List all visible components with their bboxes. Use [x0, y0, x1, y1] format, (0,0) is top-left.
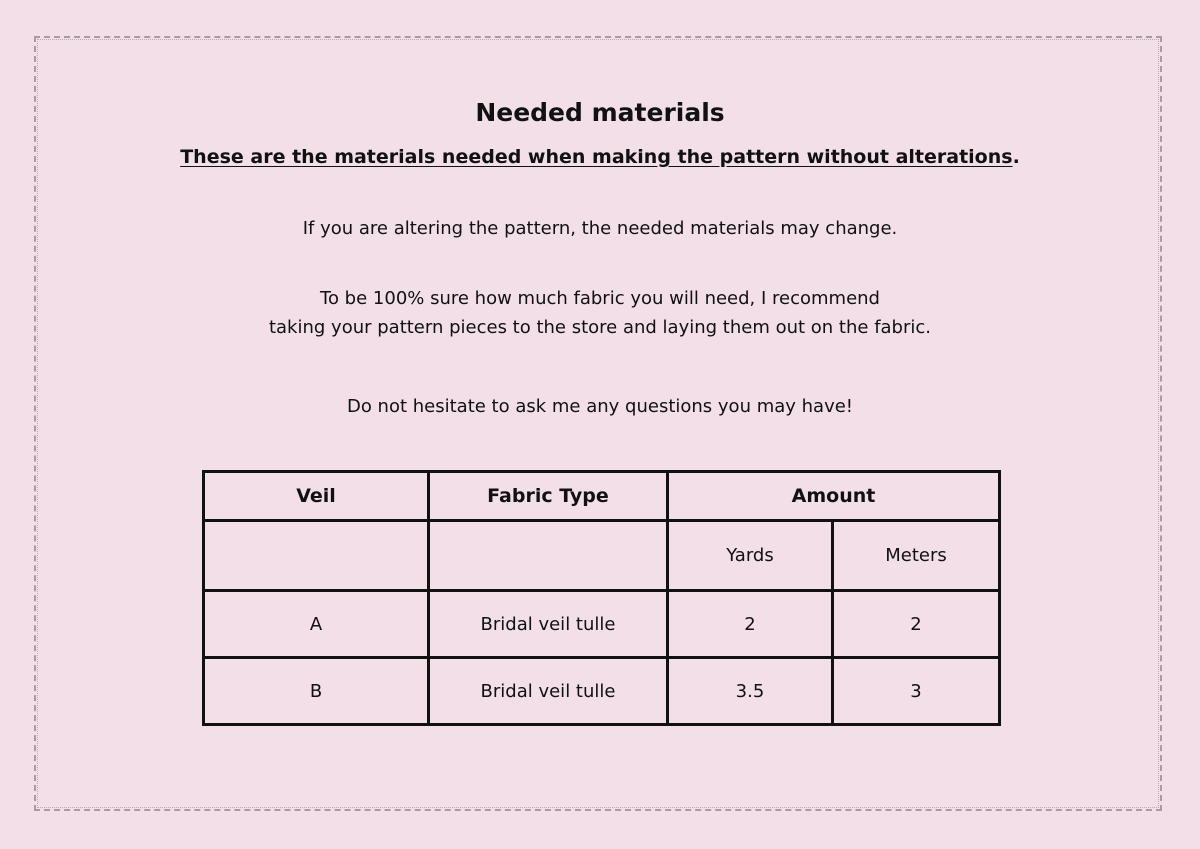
subtitle-period: .	[1012, 146, 1020, 168]
subheader-empty-veil	[204, 521, 429, 591]
cell-meters: 3	[833, 658, 1000, 725]
cell-veil: B	[204, 658, 429, 725]
header-veil: Veil	[204, 472, 429, 521]
subtitle-text: These are the materials needed when making the pattern without alterations	[180, 146, 1013, 168]
cell-fabric-type: Bridal veil tulle	[429, 591, 668, 658]
subheader-yards: Yards	[668, 521, 833, 591]
table-header-row	[204, 472, 1000, 521]
paragraph-questions: Do not hesitate to ask me any questions you may have!	[346, 396, 854, 417]
table-row	[204, 658, 1000, 725]
cell-meters: 2	[833, 591, 1000, 658]
page-title: Needed materials	[475, 98, 725, 127]
header-fabric-type: Fabric Type	[429, 472, 668, 521]
cell-yards: 3.5	[668, 658, 833, 725]
subheader-empty-fabric	[429, 521, 668, 591]
table-row	[204, 591, 1000, 658]
cell-yards: 2	[668, 591, 833, 658]
header-amount: Amount	[668, 472, 1000, 521]
paragraph-recommendation	[0, 284, 1200, 342]
cell-veil: A	[204, 591, 429, 658]
table-subheader-row	[204, 521, 1000, 591]
recommendation-line-1: To be 100% sure how much fabric you will need, I recommend	[320, 288, 880, 309]
paragraph-altering-note: If you are altering the pattern, the needed materials may change.	[302, 218, 898, 239]
recommendation-line-2: taking your pattern pieces to the store and laying them out on the fabric.	[268, 317, 932, 338]
subheader-meters: Meters	[833, 521, 1000, 591]
page-subtitle	[0, 146, 1200, 168]
materials-table	[202, 470, 1001, 726]
cell-fabric-type: Bridal veil tulle	[429, 658, 668, 725]
